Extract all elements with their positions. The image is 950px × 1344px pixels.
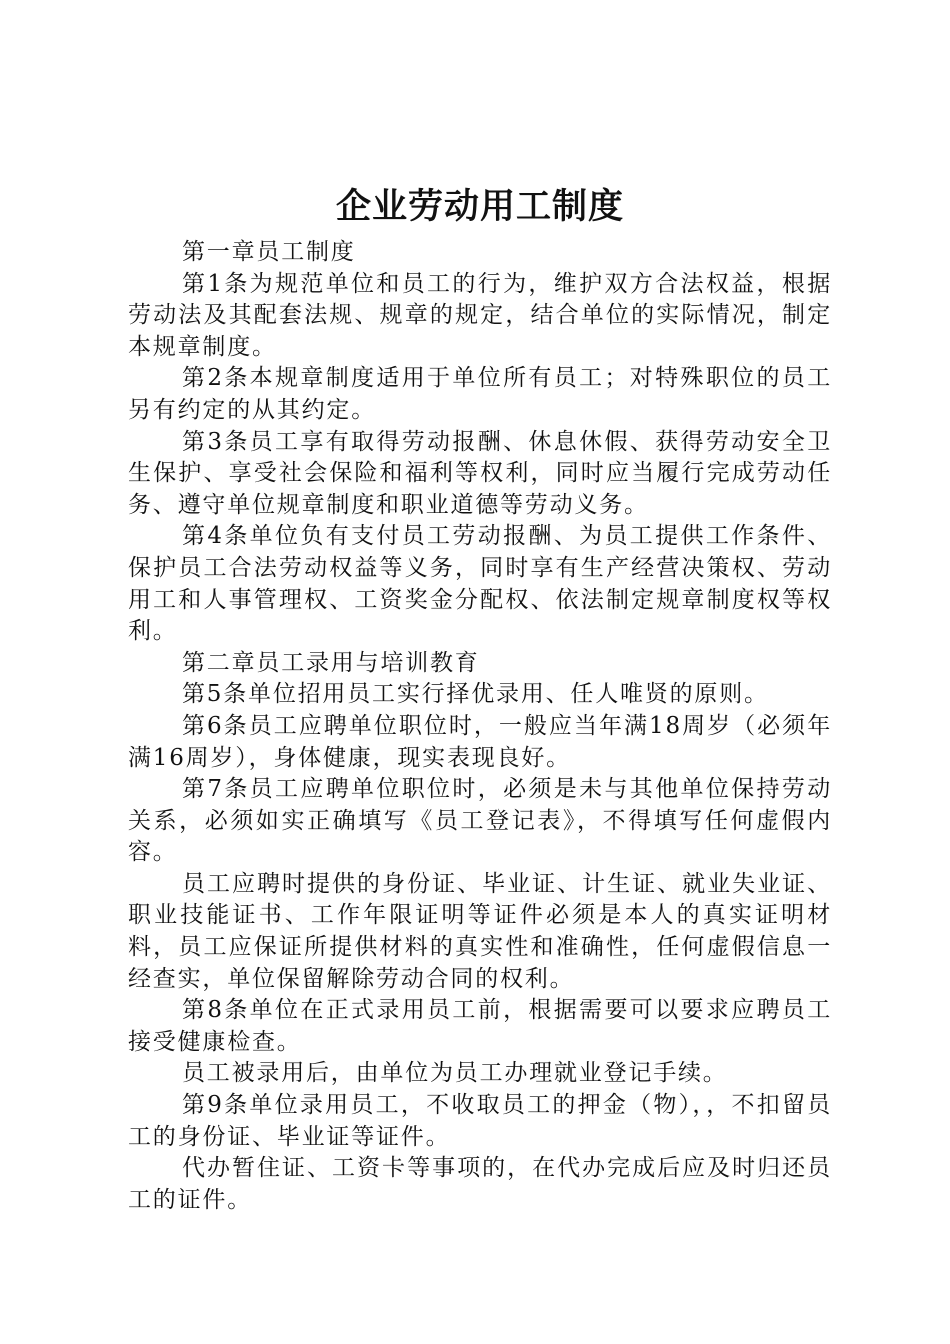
article-5: 第5条单位招用员工实行择优录用、任人唯贤的原则。 — [182, 681, 769, 708]
document-title: 企业劳动用工制度 — [335, 186, 624, 227]
document-page — [128, 183, 832, 1216]
article-8: 第8条单位在正式录用员工前，根据需要可以要求应聘员工接受健康检查。 — [128, 997, 832, 1055]
article-7-supplement: 员工应聘时提供的身份证、毕业证、计生证、就业失业证、职业技能证书、工作年限证明等证件必须是本人的真实证明材料，员工应保证所提供材料的真实性和准确性，任何虚假信息一经查实，单位保留解除劳动合同的权利。 — [128, 870, 832, 992]
chapter-heading-1: 第一章员工制度 — [182, 239, 356, 265]
chapter-heading-2: 第二章员工录用与培训教育 — [182, 649, 480, 676]
article-1: 第1条为规范单位和员工的行为，维护双方合法权益，根据劳动法及其配套法规、规章的规定，结合单位的实际情况，制定本规章制度。 — [128, 270, 832, 360]
article-6: 第6条员工应聘单位职位时，一般应当年满18周岁（必须年满16周岁），身体健康，现实表现良好。 — [128, 712, 832, 771]
article-9: 第9条单位录用员工，不收取员工的押金（物），，不扣留员工的身份证、毕业证等证件。 — [128, 1092, 832, 1150]
article-3: 第3条员工享有取得劳动报酬、休息休假、获得劳动安全卫生保护、享受社会保险和福利等权利，同时应当履行完成劳动任务、遵守单位规章制度和职业道德等劳动义务。 — [128, 428, 832, 518]
article-8-supplement: 员工被录用后，由单位为员工办理就业登记手续。 — [182, 1060, 728, 1087]
article-2: 第2条本规章制度适用于单位所有员工；对特殊职位的员工另有约定的从其约定。 — [128, 365, 832, 423]
article-9-supplement: 代办暂住证、工资卡等事项的，在代办完成后应及时归还员工的证件。 — [128, 1155, 832, 1213]
article-4: 第4条单位负有支付员工劳动报酬、为员工提供工作条件、保护员工合法劳动权益等义务，同时享有生产经营决策权、劳动用工和人事管理权、工资奖金分配权、依法制定规章制度权等权利。 — [128, 523, 832, 645]
article-7: 第7条员工应聘单位职位时，必须是未与其他单位保持劳动关系，必须如实正确填写《员工登记表》，不得填写任何虚假内容。 — [128, 776, 832, 866]
